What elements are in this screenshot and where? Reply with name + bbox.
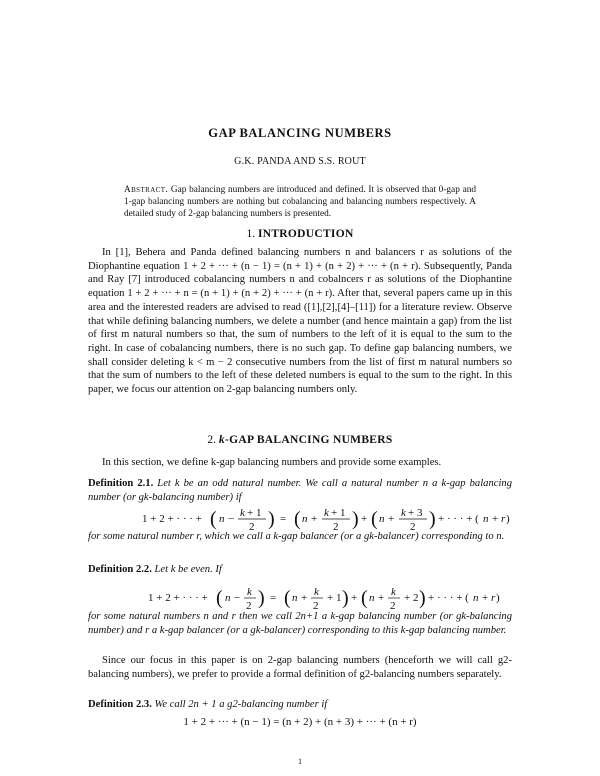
svg-text:+: + [482,592,489,604]
svg-text:+ 1: + 1 [331,507,346,519]
svg-text:k: k [324,507,329,519]
section-heading-2: 2. k-GAP BALANCING NUMBERS [207,434,393,446]
definition-2-2: Definition 2.2. Let k be even. If [88,564,222,575]
introduction-paragraph: In [1], Behera and Panda defined balancing numbers n and balancers r as solutions of the Diophantine equation 1 + 2 + ··· + (n − 1) = (n + 1) + (n + 2) + ··· + (n + r). Subsequently, Panda and Ray [7] introduced cobalancing numbers n and cobalncers r as solutions of the Diophantine equation 1 + 2 + ··· + n = (n + 1) + (n + 2) + ··· + (n + r). After that, several papers came up in this area and the interested readers are advised to read ([1],[2],[4]–[11]) for a literature review. Observe that while defining balancing numbers, we delete a number (and hence maintain a gap) from the list of first m natural numbers so that, the sum of numbers to the left of it is equal to the sum to the right. In case of cobalancing numbers, there is no such gap. To define gap balancing numbers, we shall consider deleting k < m − 2 consecutive numbers from the list of first m natural numbers so that the sum of numbers to the left of these deleted numbers is equal to the sum to the right. In this paper, we focus our attention on 2-gap balancing numbers only. [88,247,512,396]
svg-text:(: ( [361,587,368,609]
svg-text:−: − [228,513,235,525]
svg-text:+ 1: + 1 [247,507,262,519]
svg-text:n: n [292,592,298,604]
section2-intro: In this section, we define k-gap balancing numbers and provide some examples. [102,457,442,468]
abstract-text: Gap balancing numbers are introduced and defined. It is observed that 0-gap and 1-gap balancing numbers are nothing but cobalancing and balancing numbers respectively. A detailed study of 2-gap balancing numbers is presented. [124,185,476,220]
svg-text:(: ( [294,508,301,530]
svg-text:n: n [302,513,308,525]
abstract [124,184,476,221]
svg-text:1 + 2 + · · · +: 1 + 2 + · · · + [148,592,208,604]
svg-text:): ) [352,508,359,530]
svg-text:r: r [491,592,496,604]
svg-text:+: + [378,592,385,604]
definition-2-1: Definition 2.1. Let k be an odd natural number. We call a natural number n a k-gap balancing number (or gk-balancing number) if [88,478,512,503]
svg-text:): ) [429,508,436,530]
svg-text:+: + [301,592,308,604]
svg-text:+ 2: + 2 [404,592,419,604]
svg-text:2: 2 [333,521,339,533]
svg-text:r: r [501,513,506,525]
remark-paragraph: Since our focus in this paper is on 2-gap balancing numbers (henceforth we will call g2-balancing numbers), we prefer to provide a formal definition of g2-balancing numbers separately. [88,655,512,680]
svg-text:=: = [280,513,287,525]
svg-text:+ · · · + (: + · · · + ( [438,513,479,525]
svg-text:1 + 2 + · · · +: 1 + 2 + · · · + [142,513,202,525]
svg-text:−: − [234,592,241,604]
svg-text:): ) [268,508,275,530]
svg-text:): ) [342,587,349,609]
svg-text:(: ( [210,508,217,530]
svg-text:+: + [492,513,499,525]
svg-text:+: + [388,513,395,525]
definition-2-3: Definition 2.3. We call 2n + 1 a g2-balancing number if [88,699,328,710]
svg-text:2: 2 [410,521,416,533]
svg-text:): ) [419,587,426,609]
svg-text:2: 2 [246,600,252,612]
equation-2-3: 1 + 2 + ··· + (n − 1) = (n + 2) + (n + 3) + ··· + (n + r) [183,716,417,728]
svg-text:+: + [361,513,368,525]
svg-text:+ · · · + (: + · · · + ( [428,592,469,604]
svg-text:): ) [506,513,510,525]
definition-2-1-continuation: for some natural number r, which we call a k-gap balancer (or a gk-balancer) corresponding to n. [88,531,505,542]
svg-text:+ 1: + 1 [327,592,342,604]
svg-text:): ) [258,587,265,609]
svg-text:n: n [473,592,479,604]
svg-text:+: + [311,513,318,525]
svg-text:k: k [391,586,396,598]
svg-text:+ 3: + 3 [408,507,423,519]
svg-text:k: k [314,586,319,598]
svg-text:(: ( [371,508,378,530]
svg-text:=: = [270,592,277,604]
svg-text:k: k [247,586,252,598]
svg-text:n: n [483,513,489,525]
svg-text:2: 2 [313,600,319,612]
svg-text:2: 2 [390,600,396,612]
svg-text:n: n [225,592,231,604]
definition-2-2-continuation: for some natural numbers n and r then we call 2n+1 a k-gap balancing number (or gk-balancing number) and r a k-gap balancer (or a gk-balancer) corresponding to this k-gap balancing number. [88,611,512,636]
svg-text:2: 2 [249,521,255,533]
svg-text:(: ( [284,587,291,609]
svg-text:n: n [219,513,225,525]
svg-text:n: n [369,592,375,604]
svg-text:k: k [401,507,406,519]
svg-text:(: ( [216,587,223,609]
page-number: 1 [298,757,302,766]
abstract-label: Abstract. [124,185,169,195]
svg-text:+: + [351,592,358,604]
paper-authors: G.K. PANDA AND S.S. ROUT [234,156,366,167]
section-heading-1: 1. INTRODUCTION [246,228,354,240]
svg-text:): ) [496,592,500,604]
svg-text:k: k [240,507,245,519]
paper-title: GAP BALANCING NUMBERS [208,126,392,140]
svg-text:n: n [379,513,385,525]
